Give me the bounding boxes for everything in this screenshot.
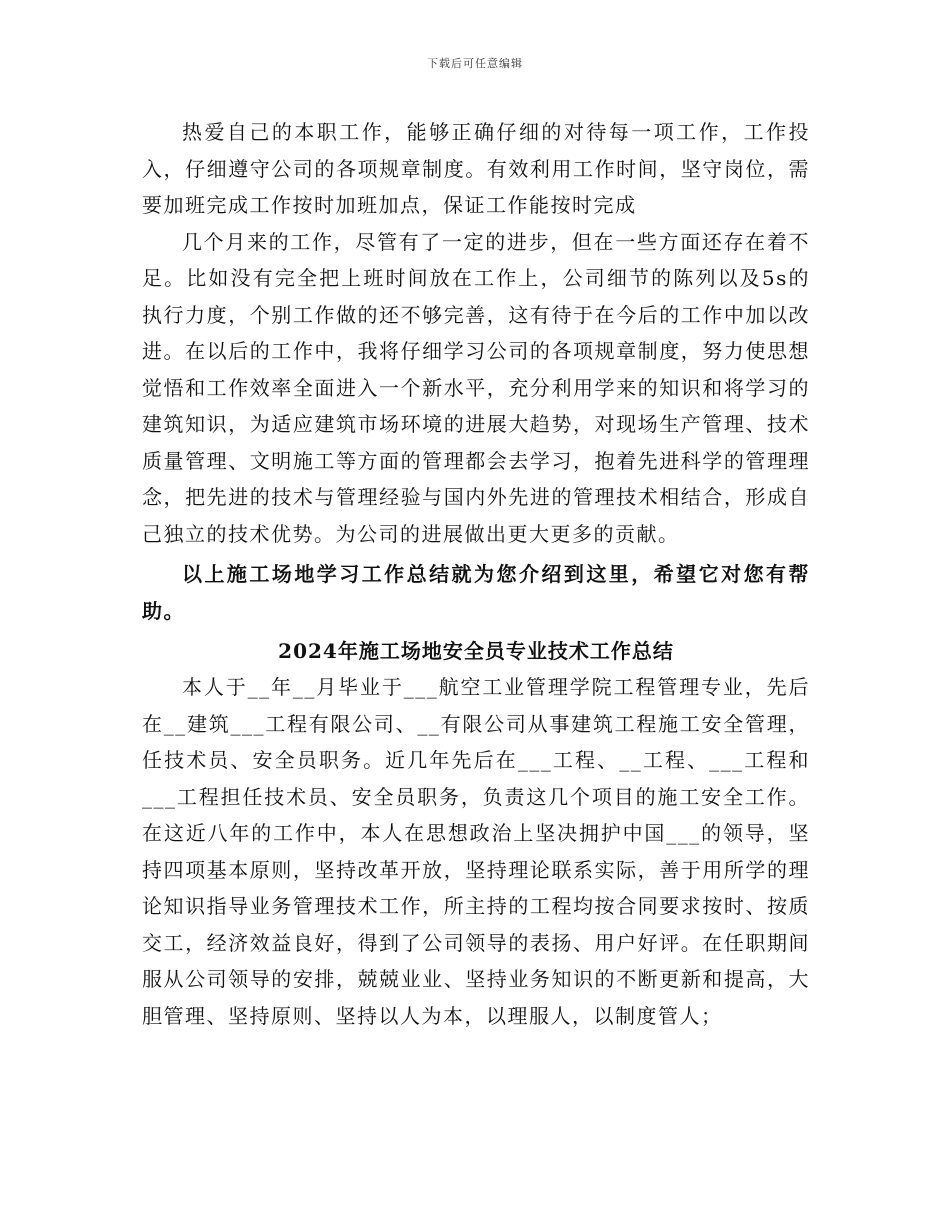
section-body-paragraph: 本人于__年__月毕业于___航空工业管理学院工程管理专业，先后在__建筑___工程有限公司、__有限公司从事建筑工程施工安全管理，任技术员、安全员职务。近几年先后在___工程、__工程、___工程和___工程担任技术员、安全员职务，负责这几个项目的施工安全工作。在这近八年的工作中，本人在思想政治上坚决拥护中国___的领导，坚持四项基本原则，坚持改革开放，坚持理论联系实际，善于用所学的理论知识指导业务管理技术工作，所主持的工程均按合同要求按时、按质交工，经济效益良好，得到了公司领导的表扬、用户好评。在任职期间服从公司领导的安排，兢兢业业、坚持业务知识的不断更新和提高，大胆管理、坚持原则、坚持以人为本，以理服人，以制度管人；	[142, 675, 810, 1028]
document-body	[142, 110, 810, 1034]
section-title: 2024年施工场地安全员专业技术工作总结	[278, 639, 674, 663]
paragraph-shortcomings: 几个月来的工作，尽管有了一定的进步，但在一些方面还存在着不足。比如没有完全把上班时间放在工作上，公司细节的陈列以及5s的执行力度，个别工作做的还不够完善，这有待于在今后的工作中加以改进。在以后的工作中，我将仔细学习公司的各项规章制度，努力使思想觉悟和工作效率全面进入一个新水平，充分利用学来的知识和将学习的建筑知识，为适应建筑市场环境的进展大趋势，对现场生产管理、技术质量管理、文明施工等方面的管理都会去学习，抱着先进科学的管理理念，把先进的技术与管理经验与国内外先进的管理技术相结合，形成自己独立的技术优势。为公司的进展做出更大更多的贡献。	[142, 229, 810, 546]
closing-note: 以上施工场地学习工作总结就为您介绍到这里，希望它对您有帮助。	[142, 562, 810, 623]
page-header-note: 下载后可任意编辑	[427, 57, 523, 70]
paragraph-work-attitude: 热爱自己的本职工作，能够正确仔细的对待每一项工作，工作投入，仔细遵守公司的各项规章制度。有效利用工作时间，坚守岗位，需要加班完成工作按时加班加点，保证工作能按时完成	[142, 120, 810, 217]
